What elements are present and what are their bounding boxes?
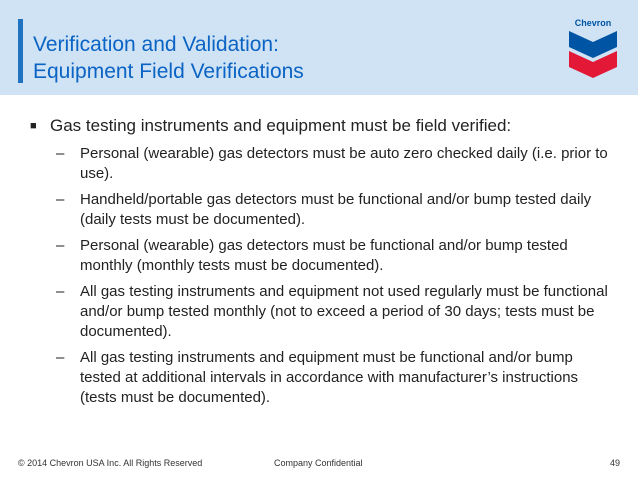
dash-bullet-icon: –	[56, 237, 65, 254]
slide-title-line-1: Verification and Validation:	[33, 33, 279, 56]
sub-bullet-item	[56, 236, 620, 276]
sub-bullet-item	[56, 282, 620, 342]
logo-chevron-blue	[569, 31, 617, 58]
sub-bullet-text: All gas testing instruments and equipment must be functional and/or bump tested at additional intervals in accordance with manufacturer’s instructions (tests must be documented).	[80, 349, 579, 406]
dash-bullet-icon: –	[56, 191, 65, 208]
sub-bullet-text: Handheld/portable gas detectors must be functional and/or bump tested daily (daily tests must be documented).	[80, 191, 592, 228]
title-accent-bar	[18, 19, 23, 83]
sub-bullet-item	[56, 144, 620, 184]
sub-bullet-list	[56, 144, 620, 408]
sub-bullet-text: Personal (wearable) gas detectors must be functional and/or bump tested monthly (monthly tests must be documented).	[80, 237, 568, 274]
dash-bullet-icon: –	[56, 145, 65, 162]
square-bullet-icon: ■	[30, 120, 37, 132]
sub-bullet-item	[56, 190, 620, 230]
footer-confidential: Company Confidential	[274, 458, 363, 468]
page-number: 49	[609, 458, 620, 468]
footer-copyright: © 2014 Chevron USA Inc. All Rights Reserved	[18, 458, 203, 468]
sub-bullet-item	[56, 348, 620, 408]
slide-body	[30, 114, 620, 414]
main-bullet	[30, 114, 620, 138]
main-bullet-text: Gas testing instruments and equipment must be field verified:	[50, 116, 512, 135]
logo-text: Chevron	[574, 18, 612, 28]
sub-bullet-text: All gas testing instruments and equipment not used regularly must be functional and/or bump tested monthly (not to exceed a period of 30 days; tests must be documented).	[80, 283, 608, 340]
sub-bullet-text: Personal (wearable) gas detectors must be auto zero checked daily (i.e. prior to use).	[80, 145, 608, 182]
chevron-logo	[565, 16, 621, 80]
dash-bullet-icon: –	[56, 349, 65, 366]
dash-bullet-icon: –	[56, 283, 65, 300]
slide-title-line-2: Equipment Field Verifications	[33, 60, 304, 83]
slide-title	[33, 31, 304, 85]
